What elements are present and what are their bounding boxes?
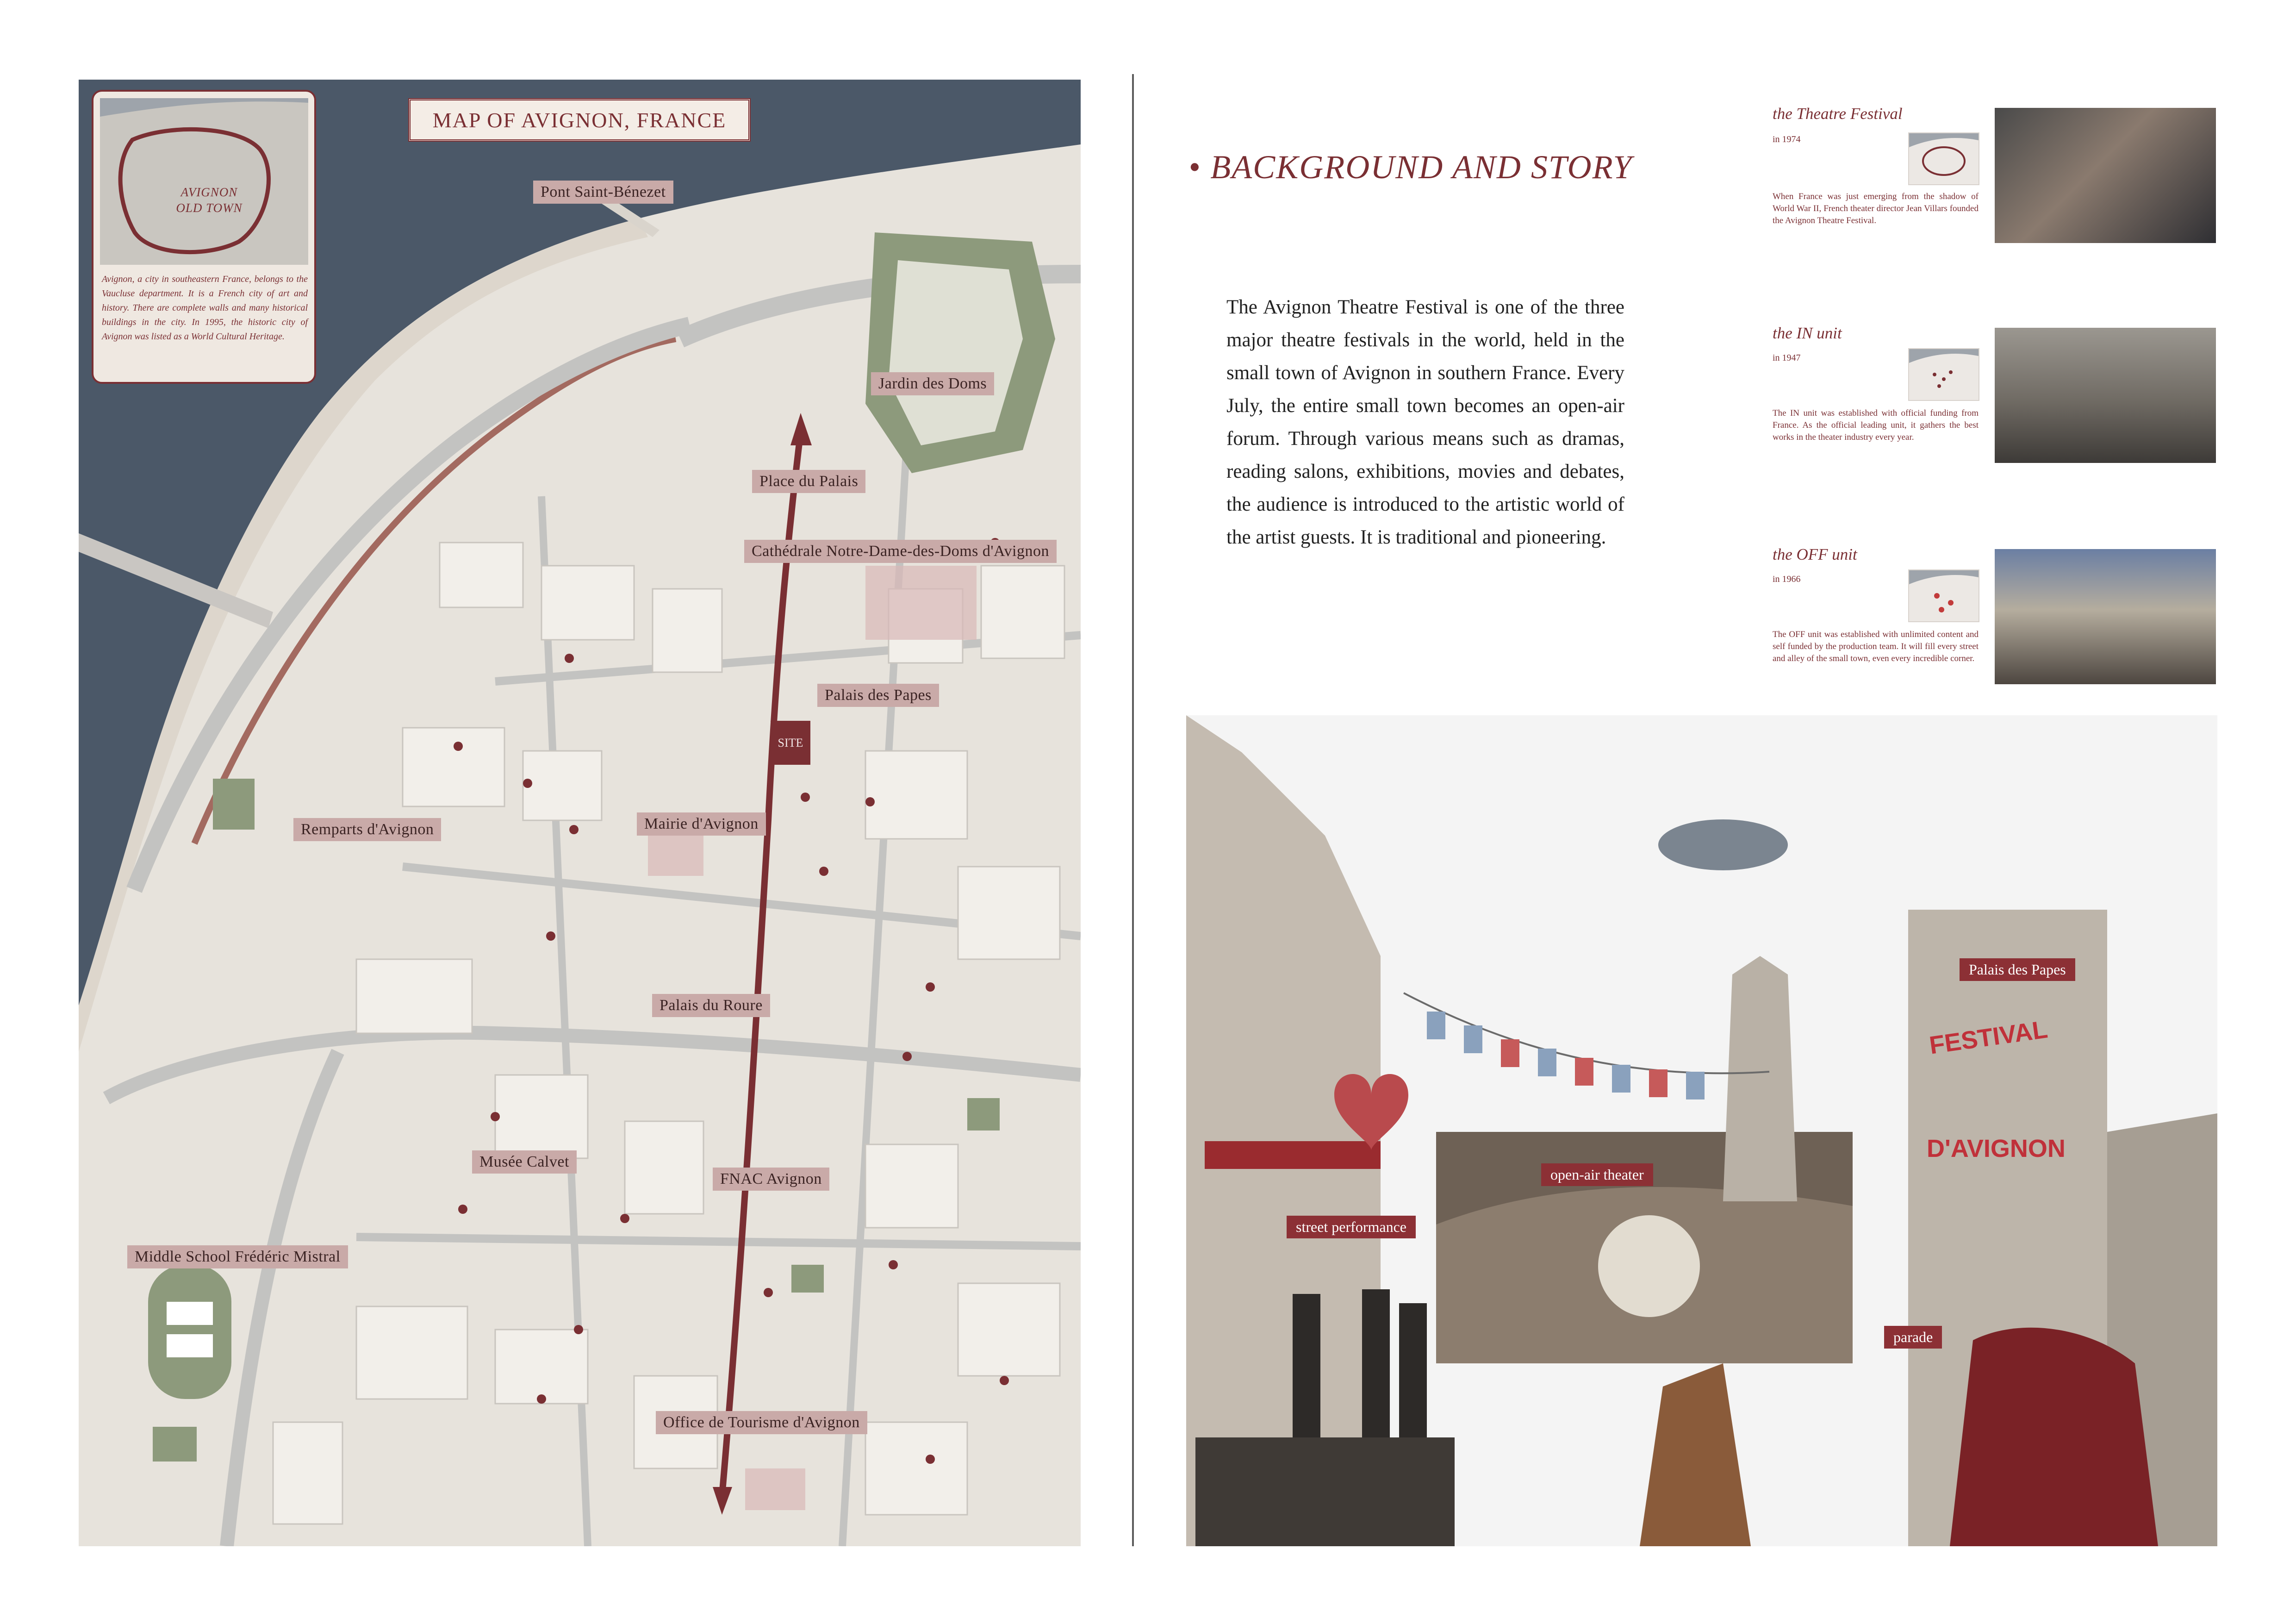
label-palais-des-papes[interactable]: Palais des Papes [817, 684, 939, 707]
green-remparts [213, 779, 255, 830]
label-middle-school[interactable]: Middle School Frédéric Mistral [127, 1245, 348, 1268]
thumb-off-unit-svg [1909, 570, 1979, 621]
hatch-tourisme [745, 1468, 805, 1510]
festival-sign-bottom: D'AVIGNON [1927, 1135, 2066, 1162]
thumb-in-unit [1908, 348, 1979, 401]
hatch-palais [865, 566, 977, 640]
thumb-off-unit [1908, 569, 1979, 622]
side-item-title-in-unit: the IN unit [1773, 324, 1842, 342]
side-item-desc-festival: When France was just emerging from the shadow of World War II, French theater director Jean Villars founded the Avignon Theatre Festival. [1773, 192, 1979, 225]
photo-festival-posters [1995, 108, 2216, 243]
label-pont-saint-benezet[interactable]: Pont Saint-Bénezet [533, 181, 673, 204]
inset-town-label: AVIGNON OLD TOWN [176, 185, 243, 215]
photo-off-unit-street [1995, 549, 2216, 684]
collage-label-open-air: open-air theater [1541, 1163, 1653, 1186]
site-badge[interactable]: SITE [771, 721, 810, 765]
label-place-du-palais[interactable]: Place du Palais [752, 470, 865, 493]
school-track [148, 1265, 231, 1399]
label-palais-du-roure[interactable]: Palais du Roure [652, 994, 770, 1017]
side-item-desc-in-unit: The IN unit was established with official funding from France. As the official leading unit, it gathers the best works in the theater industry every year. [1773, 408, 1979, 442]
thumb-festival-svg [1909, 133, 1979, 184]
section-title: • BACKGROUND AND STORY [1188, 149, 1633, 186]
side-item-year-festival: in 1974 [1773, 134, 1801, 144]
avignon-map[interactable] [79, 80, 1081, 1546]
side-item-year-off-unit: in 1966 [1773, 574, 1801, 584]
collage-parade [1950, 1328, 2158, 1546]
story-paragraph: The Avignon Theatre Festival is one of the three major theatre festivals in the world, held in the small town of Avignon in southern France. Every July, the entire small town becomes an open-air forum. Through various means such as dramas, reading salons, exhibitions, movies and debates, the audience is introduced to the artistic world of the artist guests. It is traditional and pioneering. [1226, 296, 1624, 548]
collage-mask-head [1598, 1215, 1700, 1317]
label-jardin-des-doms[interactable]: Jardin des Doms [871, 372, 994, 395]
festival-sign-top: FESTIVAL [1928, 1015, 2049, 1060]
collage-label-parade: parade [1884, 1326, 1942, 1349]
inset-description: Avignon, a city in southeastern France, belongs to the Vaucluse department. It is a French city of art and history. There are complete walls and many historical buildings in the city. In 1995, the historic city of Avignon was listed as a World Cultural Heritage. [102, 274, 308, 342]
collage-svg [1186, 715, 2217, 1546]
inset-map-svg [100, 98, 308, 265]
collage-label-street: street performance [1287, 1216, 1416, 1238]
label-mairie[interactable]: Mairie d'Avignon [637, 812, 766, 836]
collage-cathedral [1723, 956, 1797, 1201]
label-musee-calvet[interactable]: Musée Calvet [472, 1150, 577, 1174]
old-town-inset [92, 90, 316, 384]
thumb-festival [1908, 132, 1979, 185]
collage-stage [1195, 1437, 1455, 1546]
inset-map [100, 98, 308, 265]
page-divider [1132, 74, 1134, 1546]
thumb-in-unit-svg [1909, 349, 1979, 400]
photo-in-unit-theater [1995, 328, 2216, 463]
collage-label-palais: Palais des Papes [1960, 958, 2075, 981]
side-item-title-off-unit: the OFF unit [1773, 545, 1857, 563]
green-tourisme [791, 1265, 824, 1293]
side-item-title-festival: the Theatre Festival [1773, 105, 1903, 123]
label-remparts[interactable]: Remparts d'Avignon [293, 818, 441, 841]
festival-collage [1186, 715, 2217, 1546]
label-cathedrale[interactable]: Cathédrale Notre-Dame-des-Doms d'Avignon [744, 540, 1057, 563]
green-calvet [967, 1098, 1000, 1131]
side-item-desc-off-unit: The OFF unit was established with unlimited content and self funded by the production team. It will fill every street and alley of the small town, even every incredible corner. [1773, 630, 1979, 663]
side-item-year-in-unit: in 1947 [1773, 353, 1801, 363]
collage-flying-fish [1658, 819, 1788, 870]
label-fnac-avignon[interactable]: FNAC Avignon [713, 1168, 829, 1191]
map-title: MAP OF AVIGNON, FRANCE [408, 98, 751, 142]
green-school [153, 1427, 197, 1462]
label-office-tourisme[interactable]: Office de Tourisme d'Avignon [656, 1411, 867, 1434]
